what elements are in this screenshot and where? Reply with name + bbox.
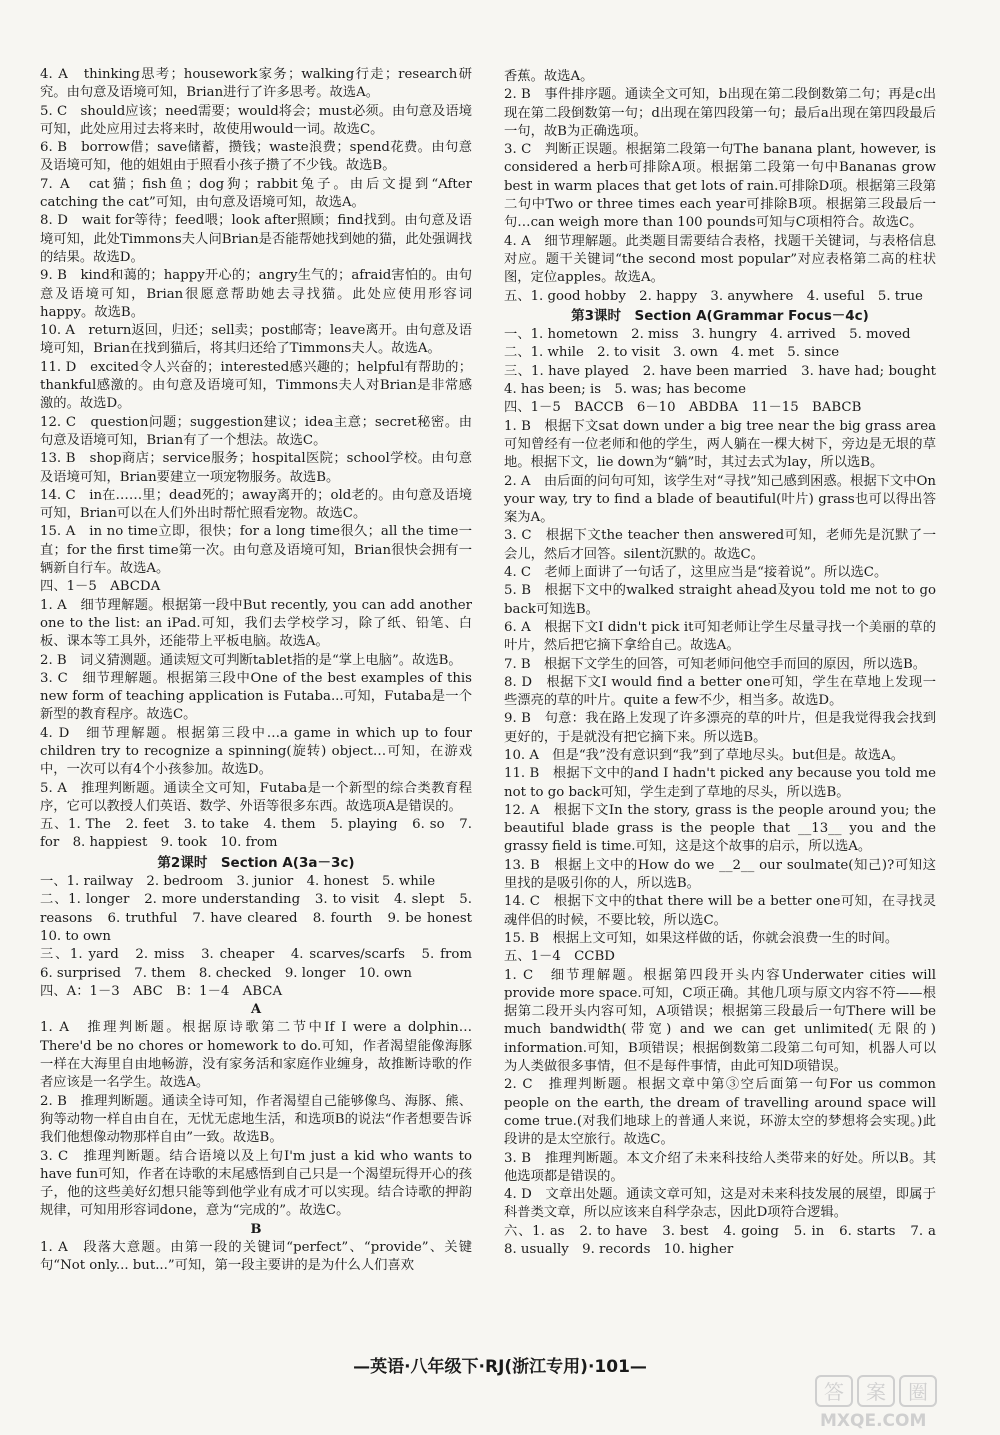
answer-paragraph: 12. A 根据下文In the story, grass is the people around you; the beautiful blade grass is the people that __13__ you and the grassy field is time.可知，这是这个故事的启示，所以选A。	[504, 802, 936, 855]
answer-paragraph: 二、1. longer 2. more understanding 3. to visit 4. slept 5. reasons 6. truthful 7. have cleared 8. fourth 9. be honest 10. to own	[40, 892, 486, 944]
answer-paragraph: 2. A 由后面的问句可知，该学生对“寻找”知己感到困惑。根据下文中On your way, try to find a blade of beautiful(叶片) grass也可以得出答案为A。	[504, 473, 936, 526]
left-column	[40, 66, 486, 1276]
answer-paragraph: 香蕉。故选A。	[504, 69, 594, 84]
answer-paragraph: 6. A 根据下文I didn't pick it可知老师让学生尽量寻找一个美丽的草的叶片，然后把它摘下拿给自己。故选A。	[504, 619, 936, 654]
answer-paragraph: 3. C 推理判断题。结合语境以及上句I'm just a kid who wants to have fun可知，作者在诗歌的末尾感悟到自己只是一个渴望玩得开心的孩子，他的这些美好幻想只能等到他学业有成才可以实现。结合诗歌的押韵规律，可知用形容词done，意为“完成的”。故选C。	[40, 1148, 472, 1219]
watermark-url: MXQE.COM	[820, 1411, 927, 1430]
answer-paragraph: 7. A cat猫；fish鱼；dog狗；rabbit兔子。由后文提到“After catching the cat”可知，由句意及语境可知，故选A。	[40, 176, 472, 211]
answer-paragraph: 1. A 细节理解题。根据第一段中But recently, you can add another one to the list: an iPad.可知，我们去学校学习，除了纸、铅笔、白板、课本等工具外，还能带上平板电脑。故选A。	[40, 597, 472, 650]
answer-paragraph: 3. B 推理判断题。本文介绍了未来科技给人类带来的好处。所以B。其他选项都是错误的。	[504, 1150, 936, 1184]
answer-paragraph: 3. C 根据下文the teacher then answered可知，老师先是沉默了一会儿，然后才回答。silent沉默的。故选C。	[504, 528, 936, 562]
watermark-char-1: 答	[824, 1380, 844, 1404]
answer-paragraph: 7. B 根据下文学生的回答，可知老师问他空手而回的原因，所以选B。	[504, 656, 927, 672]
watermark-char-2: 案	[866, 1380, 886, 1404]
answer-paragraph: 15. A in no time立即，很快；for a long time很久；all the time一直；for the first time第一次。由句意及语境可知，Brian很快会拥有一辆新自行车。故选A。	[40, 524, 472, 577]
section-heading: 第3课时 Section A(Grammar Focus－4c)	[571, 307, 869, 324]
watermark-logo	[812, 1372, 987, 1430]
answer-paragraph: 14. C 根据下文中的that there will be a better one可知，在寻找灵魂伴侣的时候，不要比较，所以选C。	[504, 894, 936, 928]
answer-paragraph: 9. B 句意：我在路上发现了许多漂亮的草的叶片，但是我觉得我会找到更好的，于是就没有把它摘下来。所以选B。	[504, 711, 936, 745]
answer-paragraph: 8. D 根据下文I would find a better one可知，学生在草地上发现一些漂亮的草的叶片。quite a few不少，相当多。故选D。	[504, 674, 936, 709]
answer-paragraph: 6. B borrow借；save储蓄，攒钱；waste浪费；spend花费。由句意及语境可知，他的姐姐由于照看小孩子攒了不少钱。故选B。	[40, 140, 472, 174]
page-footer: —英语·八年级下·RJ(浙江专用)·101—	[353, 1357, 647, 1377]
answer-paragraph: 1. A 推理判断题。根据原诗歌第二节中If I were a dolphin… There'd be no chores or homework to do.可知，作者渴望能像海豚一样在大海里自由地畅游，没有家务活和家庭作业缠身，故推断诗歌的作者应该是一名学生。故选A。	[40, 1020, 472, 1091]
answer-paragraph: 1. A 段落大意题。由第一段的关键词“perfect”、“provide”、关键句“Not only... but...”可知，第一段主要讲的是为什么人们喜欢	[40, 1240, 472, 1274]
answer-paragraph: 5. B 根据下文中的walked straight ahead及you told me not to go back可知选B。	[504, 583, 936, 617]
answer-paragraph: 四、1－5 BACCB 6－10 ABDBA 11－15 BABCB	[504, 400, 862, 416]
section-heading: 第2课时 Section A(3a－3c)	[157, 854, 355, 871]
answer-paragraph: 13. B 根据上文中的How do we __2__ our soulmate(知己)?可知这里找的是吸引你的人，所以选B。	[504, 857, 936, 892]
answer-paragraph: 五、1. The 2. feet 3. to take 4. them 5. playing 6. so 7. for 8. happiest 9. took 10. from	[40, 817, 472, 851]
answer-paragraph: 2. B 词义猜测题。通读短文可判断tablet指的是“掌上电脑”。故选B。	[40, 652, 462, 668]
watermark-char-3: 圈	[908, 1380, 928, 1404]
answer-paragraph: 10. A 但是“我”没有意识到“我”到了草地尽头。but但是。故选A。	[504, 747, 905, 763]
answer-paragraph: 一、1. hometown 2. miss 3. hungry 4. arrived 5. moved	[504, 327, 911, 343]
answer-paragraph: 4. D 细节理解题。根据第三段中…a game in which up to four children try to recognize a spinning(旋转) object…可知，在游戏中，一次可以有4个小孩参加。故选D。	[40, 725, 472, 778]
answer-paragraph: 五、1－4 CCBD	[504, 949, 615, 965]
answer-paragraph: 2. C 推理判断题。根据文章中第③空后面第一句For us common people on the earth, the dream of travelling around space will come true.(对我们地球上的普通人来说，环游太空的梦想将会实现。)此段讲的是太空旅行。故选C。	[504, 1077, 936, 1148]
answer-paragraph: 4. D 文章出处题。通读文章可知，这是对未来科技发展的展望，即属于科普类文章，所以应该来自科学杂志，因此D项符合逻辑。	[504, 1187, 936, 1221]
answer-paragraph: 13. B shop商店；service服务；hospital医院；school学校。由句意及语境可知，Brian要建立一项宠物服务。故选B。	[40, 451, 472, 485]
answer-paragraph: 1. C 细节理解题。根据第四段开头内容Underwater cities will provide more space.可知，C项正确。其他几项与原文内容不符——根据第二段开头内容可知，A项错误；根据第三段最后一句There will be much bandwidth(带宽) and we can get unlimited(无限的) information.可知，B项错误；根据倒数第二段第二句可知，机器人可以为人类做很多事情，但不是每件事情，由此可知D项错误。	[504, 967, 936, 1075]
answer-paragraph: 3. C 判断正误题。根据第二段第一句The banana plant, however, is considered a herb可排除A项。根据第二段第一句中Bananas grow best in warm places that get lots of rain.可排除D项。根据第三段第二句中Two or three times each year可排除B项。根据第三段最后一句…can weigh more than 100 pounds可知与C项相符合。故选C。	[504, 142, 936, 231]
answer-paragraph: 4. C 老师上面讲了一句话了，这里应当是“接着说”。所以选C。	[504, 565, 888, 581]
answer-paragraph: 4. A thinking思考；housework家务；walking行走；research研究。由句意及语境可知，Brian进行了许多思考。故选A。	[40, 67, 472, 101]
answer-paragraph: 8. D wait for等待；feed喂；look after照顾；find找到。由句意及语境可知，此处Timmons夫人问Brian是否能帮她找到她的猫，此处强调找的结果。故选D。	[40, 213, 472, 265]
answer-paragraph: 4. A 细节理解题。此类题目需要结合表格，找题干关键词，与表格信息对应。题干关键词“the second most popular”对应表格第二高的柱状图，定位apples。故选A。	[504, 233, 936, 286]
answer-paragraph: 5. C should应该；need需要；would将会；must必须。由句意及语境可知，此处应用过去将来时，故使用would一词。故选C。	[40, 103, 472, 137]
answer-paragraph: 四、1－5 ABCDA	[40, 579, 161, 595]
answer-paragraph: 11. B 根据下文中的and I hadn't picked any because you told me not to go back可知，学生走到了草地的尽头，所以选B。	[504, 766, 936, 800]
answer-paragraph: 五、1. good hobby 2. happy 3. anywhere 4. useful 5. true	[504, 288, 923, 304]
answer-paragraph: 三、1. have played 2. have been married 3. have had; bought 4. has been; is 5. was; has become	[504, 363, 950, 398]
subsection-label: B	[250, 1221, 262, 1237]
answer-paragraph: 二、1. while 2. to visit 3. own 4. met 5. since	[504, 345, 840, 361]
right-column	[504, 68, 950, 1259]
answer-paragraph: 2. B 推理判断题。通读全诗可知，作者渴望自己能够像鸟、海豚、熊、狗等动物一样自由自在，无忧无虑地生活，和选项B的说法“作者想要告诉我们他想像动物那样自由”一致。故选B。	[40, 1093, 472, 1146]
answer-paragraph: 10. A return返回，归还；sell卖；post邮寄；leave离开。由句意及语境可知，Brian在找到猫后，将其归还给了Timmons夫人。故选A。	[40, 323, 472, 357]
answer-paragraph: 四、A：1－3 ABC B：1－4 ABCA	[40, 983, 283, 999]
answer-paragraph: 3. C 细节理解题。根据第三段中One of the best examples of this new form of teaching application is Futaba...可知，Futaba是一个新型的教育程序。故选C。	[40, 670, 472, 723]
answer-paragraph: 三、1. yard 2. miss 3. cheaper 4. scarves/scarfs 5. from 6. surprised 7. them 8. checked 9. longer 10. own	[40, 947, 486, 981]
answer-paragraph: 1. B 根据下文sat down under a big tree near the big grass area可知曾经有一位老师和他的学生，两人躺在一棵大树下，旁边是无垠的草地。根据下文，lie down为“躺”时，其过去式为lay，所以选B。	[504, 418, 936, 471]
answer-paragraph: 11. D excited令人兴奋的；interested感兴趣的；helpful有帮助的；thankful感激的。由句意及语境可知，Timmons夫人对Brian是非常感激的。故选D。	[40, 359, 472, 412]
answer-paragraph: 12. C question问题；suggestion建议；idea主意；secret秘密。由句意及语境可知，Brian有了一个想法。故选C。	[40, 414, 472, 448]
answer-paragraph: 15. B 根据上文可知，如果这样做的话，你就会浪费一生的时间。	[504, 930, 899, 946]
answer-paragraph: 9. B kind和蔼的；happy开心的；angry生气的；afraid害怕的。由句意及语境可知，Brian很愿意帮助她去寻找猫。此处应使用形容词happy。故选B。	[40, 268, 472, 320]
answer-paragraph: 一、1. railway 2. bedroom 3. junior 4. honest 5. while	[40, 874, 436, 890]
answer-paragraph: 14. C in在……里；dead死的；away离开的；old老的。由句意及语境可知，Brian可以在人们外出时帮忙照看宠物。故选C。	[40, 487, 472, 522]
answer-paragraph: 5. A 推理判断题。通读全文可知，Futaba是一个新型的综合类教育程序，它可以教授人们英语、数学、外语等很多东西。故选项A是错误的。	[40, 780, 472, 814]
answer-paragraph: 六、1. as 2. to have 3. best 4. going 5. in 6. starts 7. a 8. usually 9. records 10. higher	[504, 1223, 950, 1257]
subsection-label: A	[250, 1002, 262, 1018]
answer-paragraph: 2. B 事件排序题。通读全文可知，b出现在第二段倒数第二句；再是c出现在第二段倒数第一句；d出现在第四段第一句；最后a出现在第四段最后一句，故B为正确选项。	[504, 87, 936, 139]
